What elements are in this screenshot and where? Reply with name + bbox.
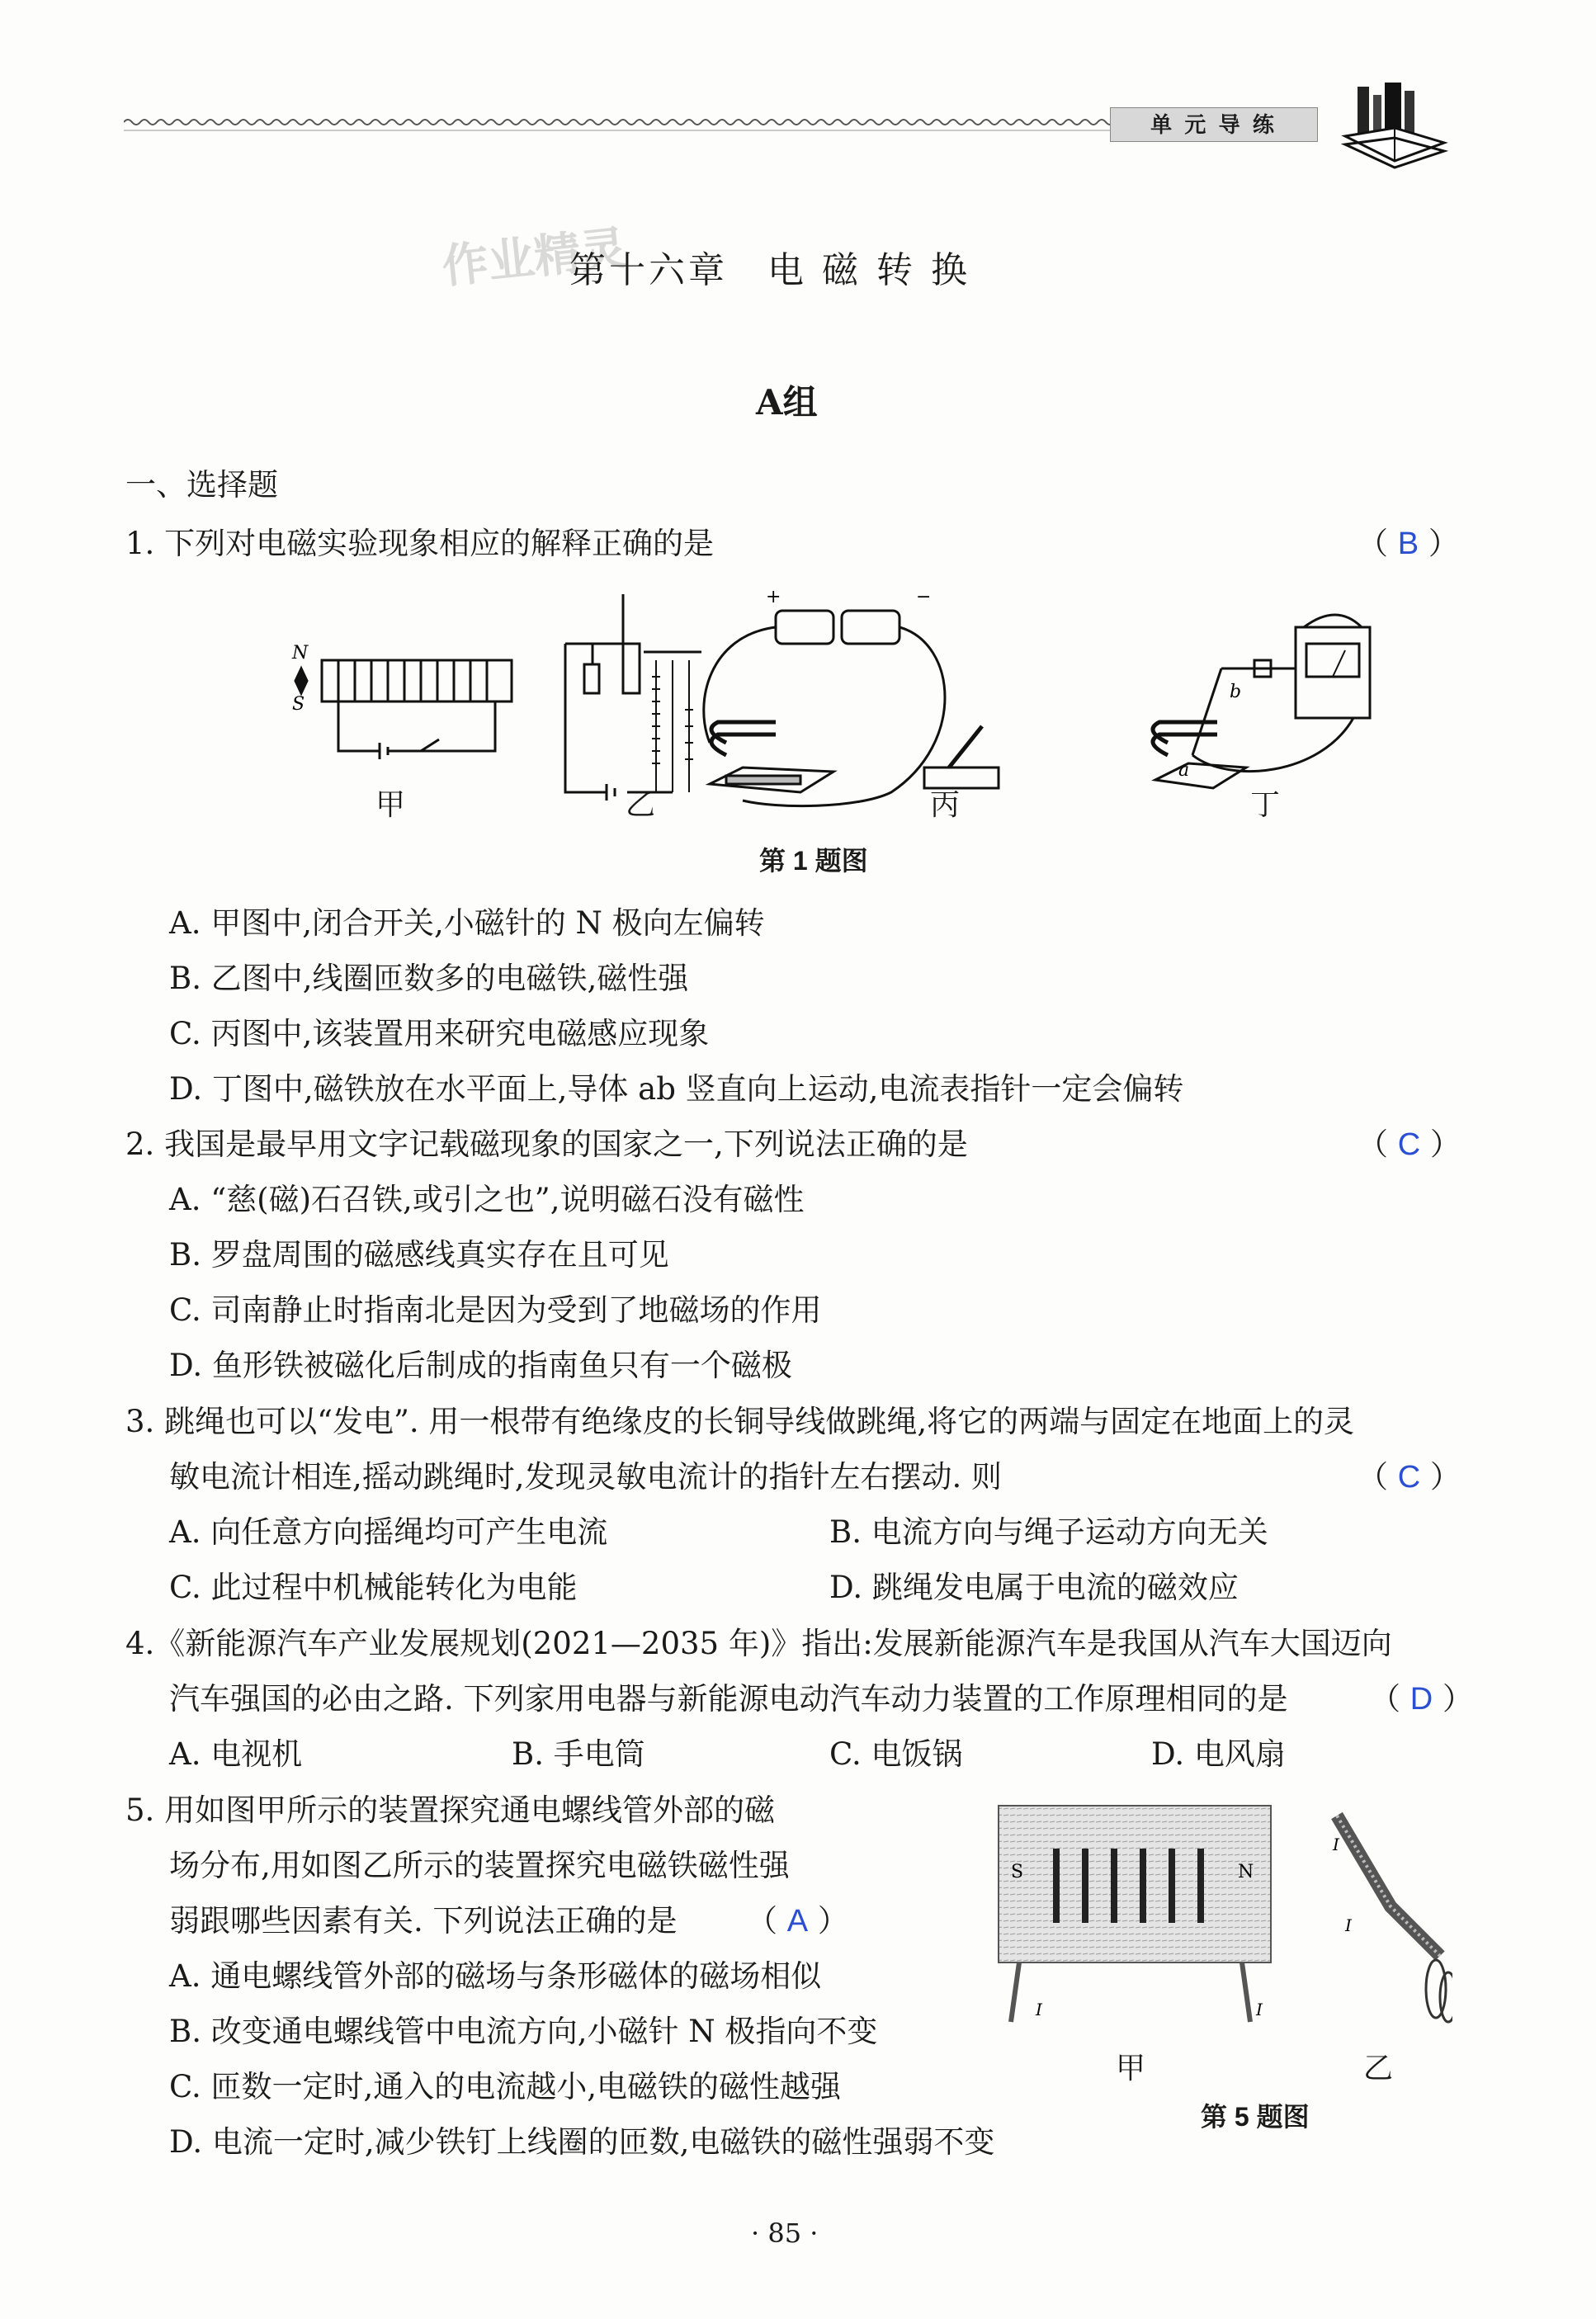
q5-answer: A bbox=[786, 1904, 809, 1939]
label-b: b bbox=[1230, 682, 1242, 702]
fig5-label-jia: 甲 bbox=[1116, 2052, 1146, 2085]
wavy-rule bbox=[124, 107, 1114, 140]
paren-right: ） bbox=[1428, 526, 1459, 561]
q1-answer: B bbox=[1397, 527, 1419, 561]
q1-option-d: D. 丁图中,磁铁放在水平面上,导体 ab 竖直向上运动,电流表指针一定会偏转 bbox=[169, 1071, 1184, 1107]
q4-stem-line2: 汽车强国的必由之路. 下列家用电器与新能源电动汽车动力装置的工作原理相同的是 bbox=[169, 1681, 1288, 1717]
q5-figure bbox=[990, 1799, 1452, 2047]
q2-option-a: A. “慈(磁)石召铁,或引之也”,说明磁石没有磁性 bbox=[169, 1182, 805, 1217]
q3-option-c: C. 此过程中机械能转化为电能 bbox=[169, 1570, 578, 1605]
q5-figure-caption: 第 5 题图 bbox=[1201, 2102, 1310, 2132]
label-a: a bbox=[1178, 760, 1190, 781]
pole-s: S bbox=[292, 694, 305, 715]
q3-option-a: A. 向任意方向摇绳均可产生电流 bbox=[169, 1514, 608, 1550]
q2-option-c: C. 司南静止时指南北是因为受到了地磁场的作用 bbox=[169, 1292, 822, 1328]
section-title: 一、选择题 bbox=[125, 467, 278, 503]
fig5-i-top: I bbox=[1333, 1835, 1339, 1854]
fig-yi-electromagnets bbox=[565, 594, 701, 801]
q3-answer: C bbox=[1397, 1460, 1421, 1495]
q2-stem: 2. 我国是最早用文字记载磁现象的国家之一,下列说法正确的是 bbox=[125, 1126, 968, 1162]
q5-stem-line1: 5. 用如图甲所示的装置探究通电螺线管外部的磁 bbox=[125, 1792, 776, 1828]
fig5-i-left: I bbox=[1036, 2000, 1042, 2019]
fig-label-yi: 乙 bbox=[626, 788, 656, 822]
fig5-i-mid: I bbox=[1345, 1915, 1352, 1935]
q1-stem: 1. 下列对电磁实验现象相应的解释正确的是 bbox=[125, 526, 715, 561]
q2-answer: C bbox=[1397, 1127, 1421, 1162]
pole-n: N bbox=[292, 643, 309, 664]
q5-option-b: B. 改变通电螺线管中电流方向,小磁针 N 极指向不变 bbox=[169, 2014, 878, 2049]
q4-answer: D bbox=[1409, 1682, 1433, 1717]
q5-option-d: D. 电流一定时,减少铁钉上线圈的匝数,电磁铁的磁性强弱不变 bbox=[169, 2124, 995, 2160]
q5-option-a: A. 通电螺线管外部的磁场与条形磁体的磁场相似 bbox=[169, 1958, 822, 1994]
fig-jia-solenoid bbox=[295, 660, 512, 759]
fig5-n: N bbox=[1238, 1862, 1254, 1882]
q5-option-c: C. 匝数一定时,通入的电流越小,电磁铁的磁性越强 bbox=[169, 2069, 842, 2104]
q4-answer-paren: （ D ） bbox=[1370, 1681, 1473, 1717]
fig5-jia-board bbox=[999, 1806, 1271, 2022]
header-label: 单 元 导 练 bbox=[1110, 107, 1318, 142]
q1-option-b: B. 乙图中,线圈匝数多的电磁铁,磁性强 bbox=[169, 961, 689, 996]
q2-option-b: B. 罗盘周围的磁感线真实存在且可见 bbox=[169, 1237, 669, 1273]
q1-figure-caption: 第 1 题图 bbox=[759, 846, 868, 876]
q5-stem-line3: 弱跟哪些因素有关. 下列说法正确的是 bbox=[169, 1903, 678, 1939]
plus-sign: + bbox=[766, 587, 781, 607]
q4-stem-line1: 4.《新能源汽车产业发展规划(2021—2035 年)》指出:发展新能源汽车是我国从汽车大国迈向 bbox=[125, 1626, 1392, 1661]
q3-stem-line1: 3. 跳绳也可以“发电”. 用一根带有绝缘皮的长铜导线做跳绳,将它的两端与固定在地面上的灵 bbox=[125, 1404, 1355, 1439]
chapter-title: 第十六章 电 磁 转 换 bbox=[569, 249, 970, 291]
q5-answer-paren: （ A ） bbox=[747, 1903, 848, 1939]
q4-option-d: D. 电风扇 bbox=[1151, 1736, 1286, 1772]
q4-option-b: B. 手电筒 bbox=[512, 1736, 645, 1772]
q1-answer-paren bbox=[1358, 522, 1459, 565]
watermark: 作业精灵 bbox=[439, 221, 630, 293]
books-logo-icon bbox=[1337, 78, 1452, 169]
q2-option-d: D. 鱼形铁被磁化后制成的指南鱼只有一个磁极 bbox=[169, 1348, 792, 1383]
q1-option-a: A. 甲图中,闭合开关,小磁针的 N 极向左偏转 bbox=[169, 905, 765, 941]
paren-left: （ bbox=[1358, 526, 1388, 561]
header-bar bbox=[124, 107, 1362, 140]
fig-label-ding: 丁 bbox=[1250, 788, 1281, 822]
q3-stem-line2: 敏电流计相连,摇动跳绳时,发现灵敏电流计的指针左右摆动. 则 bbox=[169, 1459, 1003, 1495]
q1-option-c: C. 丙图中,该装置用来研究电磁感应现象 bbox=[169, 1016, 710, 1051]
fig5-s: S bbox=[1011, 1862, 1024, 1882]
q3-option-b: B. 电流方向与绳子运动方向无关 bbox=[829, 1514, 1268, 1550]
fig5-i-right: I bbox=[1256, 2000, 1263, 2019]
q4-option-c: C. 电饭锅 bbox=[829, 1736, 963, 1772]
q2-answer-paren: （ C ） bbox=[1358, 1126, 1461, 1162]
q3-answer-paren: （ C ） bbox=[1358, 1459, 1461, 1495]
fig5-label-yi: 乙 bbox=[1363, 2052, 1394, 2085]
group-title: A组 bbox=[756, 382, 818, 423]
fig-label-bing: 丙 bbox=[930, 788, 961, 822]
minus-sign: − bbox=[916, 587, 932, 607]
fig-bing-apparatus bbox=[704, 611, 999, 806]
fig5-yi-nail bbox=[1337, 1816, 1452, 2022]
q5-stem-line2: 场分布,用如图乙所示的装置探究电磁铁磁性强 bbox=[169, 1848, 790, 1883]
q3-option-d: D. 跳绳发电属于电流的磁效应 bbox=[829, 1570, 1239, 1605]
fig-label-jia: 甲 bbox=[375, 788, 406, 822]
page-number: · 85 · bbox=[751, 2217, 819, 2249]
q4-option-a: A. 电视机 bbox=[169, 1736, 303, 1772]
